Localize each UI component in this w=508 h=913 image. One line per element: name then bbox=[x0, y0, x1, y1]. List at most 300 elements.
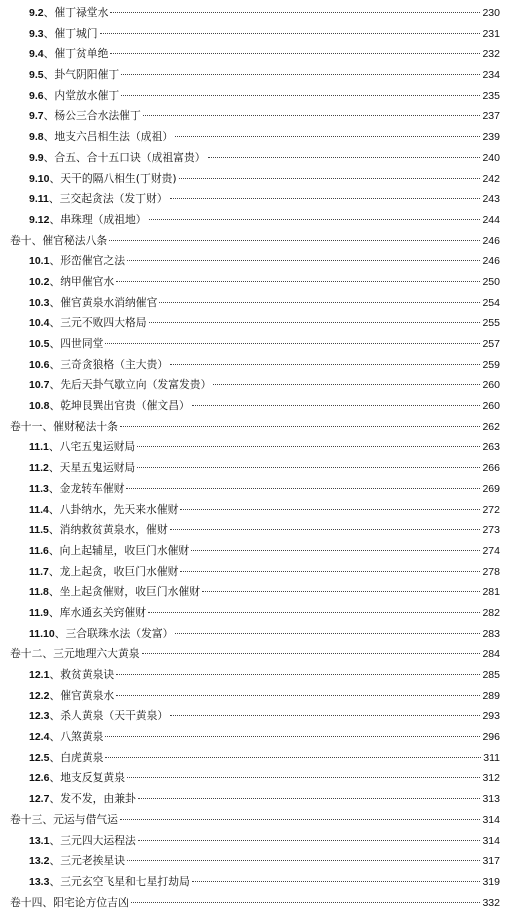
toc-page-number: 272 bbox=[482, 503, 500, 516]
toc-section-row[interactable] bbox=[0, 169, 508, 190]
dot-leader bbox=[142, 653, 481, 654]
toc-row-content bbox=[29, 148, 500, 169]
toc-entry-label bbox=[29, 24, 98, 45]
toc-row-content bbox=[29, 479, 500, 500]
toc-entry-title: 催官黄泉水 bbox=[60, 688, 115, 702]
dot-leader bbox=[116, 281, 480, 282]
toc-entry-label bbox=[29, 872, 190, 893]
toc-entry-number: 10.1 bbox=[29, 255, 50, 268]
toc-section-row[interactable] bbox=[0, 603, 508, 624]
toc-entry-title: 天干的隔八相生(丁财贵) bbox=[60, 171, 177, 185]
toc-section-row[interactable] bbox=[0, 727, 508, 748]
toc-row-content bbox=[29, 437, 500, 458]
dot-leader bbox=[120, 426, 481, 427]
toc-entry-title: 催丁城门 bbox=[54, 26, 98, 40]
toc-entry-separator: 、 bbox=[43, 109, 55, 123]
dot-leader bbox=[105, 736, 480, 737]
toc-section-row[interactable] bbox=[0, 24, 508, 45]
toc-entry-number: 10.4 bbox=[29, 317, 50, 330]
toc-page-number: 273 bbox=[482, 524, 500, 537]
toc-entry-title: 串珠理（成祖地） bbox=[60, 212, 147, 226]
toc-row-content bbox=[29, 458, 500, 479]
toc-entry-number: 13.2 bbox=[29, 855, 50, 868]
toc-entry-label bbox=[29, 355, 168, 376]
toc-entry-title: 救贫黄泉诀 bbox=[60, 668, 115, 681]
toc-entry-label bbox=[29, 831, 136, 852]
toc-row-content bbox=[29, 86, 500, 107]
toc-entry-label bbox=[29, 437, 135, 458]
toc-entry-label bbox=[29, 210, 147, 231]
toc-entry-label bbox=[29, 479, 124, 500]
toc-entry-title: 白虎黄泉 bbox=[60, 750, 104, 764]
toc-row-content bbox=[29, 727, 500, 748]
toc-row-content bbox=[29, 582, 500, 603]
toc-section-row[interactable] bbox=[0, 3, 508, 24]
toc-page-number: 255 bbox=[482, 317, 500, 330]
toc-entry-title: 内堂放水催丁 bbox=[54, 88, 120, 102]
toc-entry-number: 10.6 bbox=[29, 358, 50, 371]
toc-section-row[interactable] bbox=[0, 355, 508, 376]
dot-leader bbox=[105, 343, 480, 344]
toc-row-content bbox=[29, 851, 500, 872]
toc-entry-title: 催丁禄堂水 bbox=[54, 6, 109, 19]
toc-entry-separator: 、 bbox=[49, 254, 61, 268]
toc-section-row[interactable] bbox=[0, 851, 508, 872]
toc-entry-separator: 、 bbox=[49, 833, 61, 847]
toc-entry-separator: 、 bbox=[49, 337, 61, 350]
toc-section-row[interactable] bbox=[0, 189, 508, 210]
toc-section-row[interactable] bbox=[0, 86, 508, 107]
toc-chapter-row[interactable] bbox=[0, 231, 508, 252]
toc-entry-separator: 、 bbox=[49, 792, 61, 806]
toc-entry-number: 9.4 bbox=[29, 48, 44, 61]
toc-row-content bbox=[29, 686, 500, 707]
toc-entry-number: 11.10 bbox=[29, 627, 55, 640]
toc-entry-number: 13.3 bbox=[29, 875, 50, 888]
toc-entry-label bbox=[29, 748, 103, 769]
dot-leader bbox=[116, 695, 480, 696]
toc-entry-separator: 、 bbox=[43, 150, 55, 164]
dot-leader bbox=[208, 157, 481, 158]
toc-entry-number: 9.2 bbox=[29, 7, 44, 19]
toc-section-row[interactable] bbox=[0, 582, 508, 603]
toc-section-row[interactable] bbox=[0, 272, 508, 293]
toc-entry-label bbox=[29, 458, 135, 479]
toc-entry-title: 乾坤艮巽出官贵（催文昌） bbox=[60, 399, 190, 413]
toc-entry-separator: 、 bbox=[48, 543, 60, 557]
toc-section-row[interactable] bbox=[0, 665, 508, 686]
toc-entry-label bbox=[29, 582, 200, 603]
toc-entry-number: 12.5 bbox=[29, 751, 50, 764]
toc-entry-label bbox=[29, 706, 168, 727]
toc-entry-number: 12.2 bbox=[29, 689, 50, 702]
dot-leader bbox=[202, 591, 480, 592]
toc-entry-number: 9.12 bbox=[29, 213, 50, 226]
toc-row-content bbox=[29, 127, 500, 148]
toc-row-content bbox=[29, 541, 500, 562]
toc-page-number: 244 bbox=[482, 213, 500, 226]
toc-row-content bbox=[29, 789, 500, 810]
toc-section-row[interactable] bbox=[0, 831, 508, 852]
toc-page-number: 285 bbox=[482, 669, 500, 681]
toc-entry-title: 天星五鬼运财局 bbox=[59, 461, 136, 475]
toc-row-content bbox=[29, 831, 500, 852]
toc-section-row[interactable] bbox=[0, 748, 508, 769]
toc-entry-label bbox=[29, 334, 103, 355]
toc-entry-separator: 、 bbox=[49, 709, 61, 723]
toc-entry-number: 11.5 bbox=[29, 524, 49, 537]
toc-entry-number: 9.6 bbox=[29, 89, 44, 102]
toc-entry-separator: 、 bbox=[43, 47, 55, 61]
toc-entry-separator: 、 bbox=[48, 605, 60, 619]
toc-entry-separator: 、 bbox=[49, 357, 61, 371]
toc-row-content bbox=[29, 520, 500, 541]
toc-entry-title: 三元老挨星诀 bbox=[60, 854, 126, 868]
toc-entry-separator: 、 bbox=[49, 316, 61, 330]
toc-entry-separator: 、 bbox=[49, 750, 61, 764]
dot-leader bbox=[110, 12, 480, 13]
toc-entry-label bbox=[29, 541, 189, 562]
toc-page-number: 246 bbox=[482, 255, 500, 268]
toc-page-number: 250 bbox=[482, 275, 500, 288]
dot-leader bbox=[120, 819, 481, 820]
toc-section-row[interactable] bbox=[0, 624, 508, 645]
toc-entry-label bbox=[29, 127, 173, 148]
toc-entry-separator: 、 bbox=[48, 461, 60, 475]
dot-leader bbox=[180, 509, 480, 510]
dot-leader bbox=[126, 488, 480, 489]
toc-entry-title: 龙上起贪，收巨门水催财 bbox=[59, 564, 179, 578]
toc-entry-separator: 、 bbox=[49, 668, 61, 681]
toc-chapter-row[interactable] bbox=[0, 893, 508, 913]
toc-page-number: 284 bbox=[482, 648, 500, 661]
toc-entry-title: 催丁贫单绝 bbox=[54, 47, 109, 61]
dot-leader bbox=[149, 219, 481, 220]
dot-leader bbox=[121, 95, 480, 96]
toc-entry-title: 三合联珠水法（发富） bbox=[65, 626, 174, 640]
toc-page-number: 235 bbox=[482, 89, 500, 102]
toc-entry-separator: 、 bbox=[48, 564, 60, 578]
toc-entry-title: 消纳救贫黄泉水，催财 bbox=[59, 523, 168, 537]
toc-entry-number: 10.3 bbox=[29, 296, 50, 309]
toc-entry-label bbox=[29, 313, 147, 334]
dot-leader bbox=[131, 902, 481, 903]
toc-row-content bbox=[29, 748, 500, 769]
dot-leader bbox=[121, 74, 480, 75]
toc-entry-separator: 、 bbox=[54, 626, 66, 640]
toc-entry-separator: 、 bbox=[49, 771, 61, 785]
dot-leader bbox=[138, 840, 481, 841]
toc-entry-title: 三元玄空飞星和七星打劫局 bbox=[60, 874, 190, 888]
toc-entry-number: 12.1 bbox=[29, 669, 50, 681]
toc-section-row[interactable] bbox=[0, 127, 508, 148]
toc-section-row[interactable] bbox=[0, 789, 508, 810]
toc-section-row[interactable] bbox=[0, 872, 508, 893]
toc-page-number: 263 bbox=[482, 441, 500, 454]
toc-section-row[interactable] bbox=[0, 375, 508, 396]
toc-entry-label bbox=[29, 500, 178, 521]
toc-entry-label bbox=[29, 520, 168, 541]
toc-entry-separator: 、 bbox=[49, 378, 61, 392]
toc-entry-number: 9.10 bbox=[29, 172, 50, 185]
toc-entry-label bbox=[29, 106, 141, 127]
toc-entry-separator: 、 bbox=[49, 854, 61, 868]
toc-row-content bbox=[29, 169, 500, 190]
toc-entry-label bbox=[10, 810, 118, 831]
toc-entry-separator: 、 bbox=[48, 502, 60, 516]
toc-entry-label bbox=[29, 789, 136, 810]
toc-page-number: 259 bbox=[482, 358, 500, 371]
toc-entry-number: 11.7 bbox=[29, 565, 49, 578]
toc-row-content bbox=[10, 231, 500, 252]
toc-entry-separator: 、 bbox=[49, 874, 61, 888]
toc-entry-separator: 、 bbox=[48, 481, 60, 495]
toc-section-row[interactable] bbox=[0, 706, 508, 727]
toc-entry-separator: 、 bbox=[49, 730, 61, 744]
toc-entry-title: 催官黄泉水消纳催官 bbox=[60, 295, 158, 309]
toc-entry-title: 杀人黄泉（天干黄泉） bbox=[60, 709, 169, 723]
toc-entry-label bbox=[29, 396, 190, 417]
toc-entry-label bbox=[29, 768, 125, 789]
toc-entry-separator: 、 bbox=[49, 274, 61, 288]
toc-row-content bbox=[29, 768, 500, 789]
toc-row-content bbox=[10, 810, 500, 831]
dot-leader bbox=[170, 715, 480, 716]
toc-entry-separator: 、 bbox=[48, 523, 60, 537]
toc-entry-title: 地支六吕相生法（成祖） bbox=[54, 130, 174, 144]
toc-entry-label bbox=[29, 624, 173, 645]
toc-page-number: 239 bbox=[482, 131, 500, 144]
toc-row-content bbox=[29, 603, 500, 624]
toc-row-content bbox=[29, 334, 500, 355]
dot-leader bbox=[137, 467, 480, 468]
toc-chapter-row[interactable] bbox=[0, 810, 508, 831]
toc-entry-number: 9.11 bbox=[29, 193, 49, 206]
toc-entry-label bbox=[10, 417, 118, 438]
toc-row-content bbox=[29, 272, 500, 293]
toc-page-number: 312 bbox=[482, 772, 500, 785]
toc-entry-label bbox=[29, 169, 177, 190]
toc-entry-title: 三元不败四大格局 bbox=[60, 316, 147, 330]
toc-entry-number: 9.5 bbox=[29, 69, 44, 82]
toc-entry-title: 杨公三合水法催丁 bbox=[54, 109, 141, 123]
toc-entry-title: 合五、合十五口诀（成祖富贵） bbox=[54, 150, 206, 164]
toc-section-row[interactable] bbox=[0, 396, 508, 417]
toc-page-number: 246 bbox=[482, 234, 500, 247]
toc-page-number: 278 bbox=[482, 565, 500, 578]
dot-leader bbox=[175, 136, 480, 137]
toc-row-content bbox=[29, 106, 500, 127]
toc-chapter-row[interactable] bbox=[0, 417, 508, 438]
toc-entry-label bbox=[10, 644, 140, 665]
toc-page-number: 232 bbox=[482, 48, 500, 61]
toc-entry-label bbox=[29, 86, 119, 107]
toc-page-number: 260 bbox=[482, 379, 500, 392]
toc-entry-number: 11.9 bbox=[29, 606, 49, 619]
toc-entry-number: 10.7 bbox=[29, 379, 50, 392]
toc-entry-label bbox=[29, 851, 125, 872]
toc-section-row[interactable] bbox=[0, 293, 508, 314]
toc-row-content bbox=[10, 893, 500, 913]
toc-entry-separator: 、 bbox=[49, 212, 61, 226]
dot-leader bbox=[170, 198, 481, 199]
toc-entry-separator: 、 bbox=[49, 295, 61, 309]
toc-entry-separator: 、 bbox=[43, 6, 55, 19]
toc-entry-number: 10.8 bbox=[29, 400, 50, 413]
toc-entry-label bbox=[29, 148, 206, 169]
dot-leader bbox=[127, 777, 480, 778]
toc-row-content bbox=[29, 293, 500, 314]
toc-row-content bbox=[29, 665, 500, 686]
toc-section-row[interactable] bbox=[0, 106, 508, 127]
toc-page-number: 243 bbox=[482, 193, 500, 206]
toc-row-content bbox=[29, 189, 500, 210]
dot-leader bbox=[105, 757, 481, 758]
toc-entry-label bbox=[29, 65, 119, 86]
toc-section-row[interactable] bbox=[0, 458, 508, 479]
toc-entry-title: 三元四大运程法 bbox=[60, 833, 136, 847]
toc-entry-title: 卷十一、催财秘法十条 bbox=[10, 419, 118, 433]
toc-entry-label bbox=[10, 893, 129, 913]
toc-section-row[interactable] bbox=[0, 562, 508, 583]
toc-row-content bbox=[29, 706, 500, 727]
table-of-contents bbox=[0, 3, 508, 913]
toc-entry-number: 11.6 bbox=[29, 544, 49, 557]
toc-entry-number: 13.1 bbox=[29, 834, 50, 847]
toc-row-content bbox=[29, 65, 500, 86]
toc-section-row[interactable] bbox=[0, 768, 508, 789]
toc-page-number: 269 bbox=[482, 482, 500, 495]
toc-entry-label bbox=[29, 44, 108, 65]
toc-row-content bbox=[29, 3, 500, 24]
toc-row-content bbox=[29, 624, 500, 645]
toc-page-number: 282 bbox=[482, 606, 500, 619]
toc-entry-title: 地支反复黄泉 bbox=[60, 771, 126, 785]
toc-entry-number: 11.4 bbox=[29, 503, 49, 516]
toc-page-number: 313 bbox=[482, 793, 500, 806]
toc-entry-title: 先后天卦气歇立向（发富发贵） bbox=[60, 378, 212, 392]
toc-entry-number: 9.3 bbox=[29, 27, 44, 40]
toc-page-number: 262 bbox=[482, 420, 500, 433]
toc-section-row[interactable] bbox=[0, 251, 508, 272]
toc-entry-label bbox=[29, 272, 114, 293]
toc-entry-number: 12.4 bbox=[29, 731, 50, 744]
toc-page-number: 289 bbox=[482, 689, 500, 702]
toc-entry-separator: 、 bbox=[49, 171, 61, 185]
toc-section-row[interactable] bbox=[0, 44, 508, 65]
toc-row-content bbox=[10, 644, 500, 665]
toc-entry-label bbox=[29, 603, 146, 624]
toc-entry-number: 9.8 bbox=[29, 131, 44, 144]
toc-entry-label bbox=[29, 251, 125, 272]
dot-leader bbox=[100, 33, 481, 34]
toc-page-number: 281 bbox=[482, 586, 500, 599]
dot-leader bbox=[175, 633, 480, 634]
toc-entry-title: 卷十二、三元地理六大黄泉 bbox=[10, 647, 140, 661]
toc-row-content bbox=[10, 417, 500, 438]
dot-leader bbox=[192, 405, 481, 406]
dot-leader bbox=[137, 446, 480, 447]
toc-section-row[interactable] bbox=[0, 334, 508, 355]
toc-entry-title: 八卦纳水，先天来水催财 bbox=[59, 502, 179, 516]
toc-entry-number: 11.2 bbox=[29, 462, 49, 475]
dot-leader bbox=[127, 860, 480, 861]
toc-page-number: 254 bbox=[482, 296, 500, 309]
toc-section-row[interactable] bbox=[0, 541, 508, 562]
toc-row-content bbox=[29, 562, 500, 583]
dot-leader bbox=[148, 612, 480, 613]
toc-entry-title: 卷十三、元运与借气运 bbox=[10, 812, 118, 826]
dot-leader bbox=[179, 178, 481, 179]
toc-row-content bbox=[29, 396, 500, 417]
toc-entry-separator: 、 bbox=[49, 688, 61, 702]
toc-section-row[interactable] bbox=[0, 313, 508, 334]
toc-page-number: 230 bbox=[482, 7, 500, 19]
toc-row-content bbox=[29, 355, 500, 376]
toc-entry-label bbox=[29, 562, 178, 583]
toc-page-number: 231 bbox=[482, 27, 500, 40]
toc-entry-separator: 、 bbox=[43, 88, 55, 102]
toc-page-number: 296 bbox=[482, 731, 500, 744]
toc-row-content bbox=[29, 24, 500, 45]
dot-leader bbox=[127, 260, 480, 261]
toc-entry-label bbox=[10, 231, 107, 252]
toc-entry-title: 纳甲催官水 bbox=[60, 274, 115, 288]
toc-row-content bbox=[29, 375, 500, 396]
toc-page-number: 314 bbox=[482, 813, 500, 826]
toc-entry-number: 11.3 bbox=[29, 482, 49, 495]
toc-page-number: 314 bbox=[482, 834, 500, 847]
toc-entry-title: 三交起贪法（发丁财） bbox=[59, 192, 168, 206]
toc-entry-number: 12.3 bbox=[29, 710, 50, 723]
toc-entry-title: 卦气阴阳催丁 bbox=[54, 68, 120, 82]
toc-entry-title: 形峦催官之法 bbox=[60, 254, 126, 268]
toc-row-content bbox=[29, 44, 500, 65]
toc-chapter-row[interactable] bbox=[0, 644, 508, 665]
toc-section-row[interactable] bbox=[0, 148, 508, 169]
toc-row-content bbox=[29, 251, 500, 272]
toc-entry-label bbox=[29, 293, 157, 314]
dot-leader bbox=[116, 674, 480, 675]
toc-section-row[interactable] bbox=[0, 210, 508, 231]
toc-entry-number: 10.5 bbox=[29, 338, 50, 350]
toc-section-row[interactable] bbox=[0, 500, 508, 521]
toc-page-number: 257 bbox=[482, 338, 500, 350]
toc-section-row[interactable] bbox=[0, 65, 508, 86]
toc-row-content bbox=[29, 210, 500, 231]
toc-entry-number: 12.6 bbox=[29, 772, 50, 785]
dot-leader bbox=[170, 364, 480, 365]
toc-section-row[interactable] bbox=[0, 520, 508, 541]
toc-entry-separator: 、 bbox=[43, 26, 55, 40]
toc-entry-label bbox=[29, 3, 108, 24]
toc-row-content bbox=[29, 313, 500, 334]
toc-entry-title: 三奇贪狼格（主大贵） bbox=[60, 357, 169, 371]
toc-page-number: 293 bbox=[482, 710, 500, 723]
toc-entry-number: 11.8 bbox=[29, 586, 49, 599]
dot-leader bbox=[143, 115, 481, 116]
toc-entry-title: 发不发，由兼卦 bbox=[60, 792, 136, 806]
toc-page-number: 283 bbox=[482, 627, 500, 640]
toc-entry-separator: 、 bbox=[43, 130, 55, 144]
toc-section-row[interactable] bbox=[0, 686, 508, 707]
toc-section-row[interactable] bbox=[0, 479, 508, 500]
dot-leader bbox=[191, 550, 480, 551]
toc-entry-label bbox=[29, 189, 168, 210]
toc-entry-title: 向上起辅星，收巨门水催财 bbox=[59, 543, 190, 557]
toc-entry-number: 9.7 bbox=[29, 110, 44, 123]
toc-section-row[interactable] bbox=[0, 437, 508, 458]
